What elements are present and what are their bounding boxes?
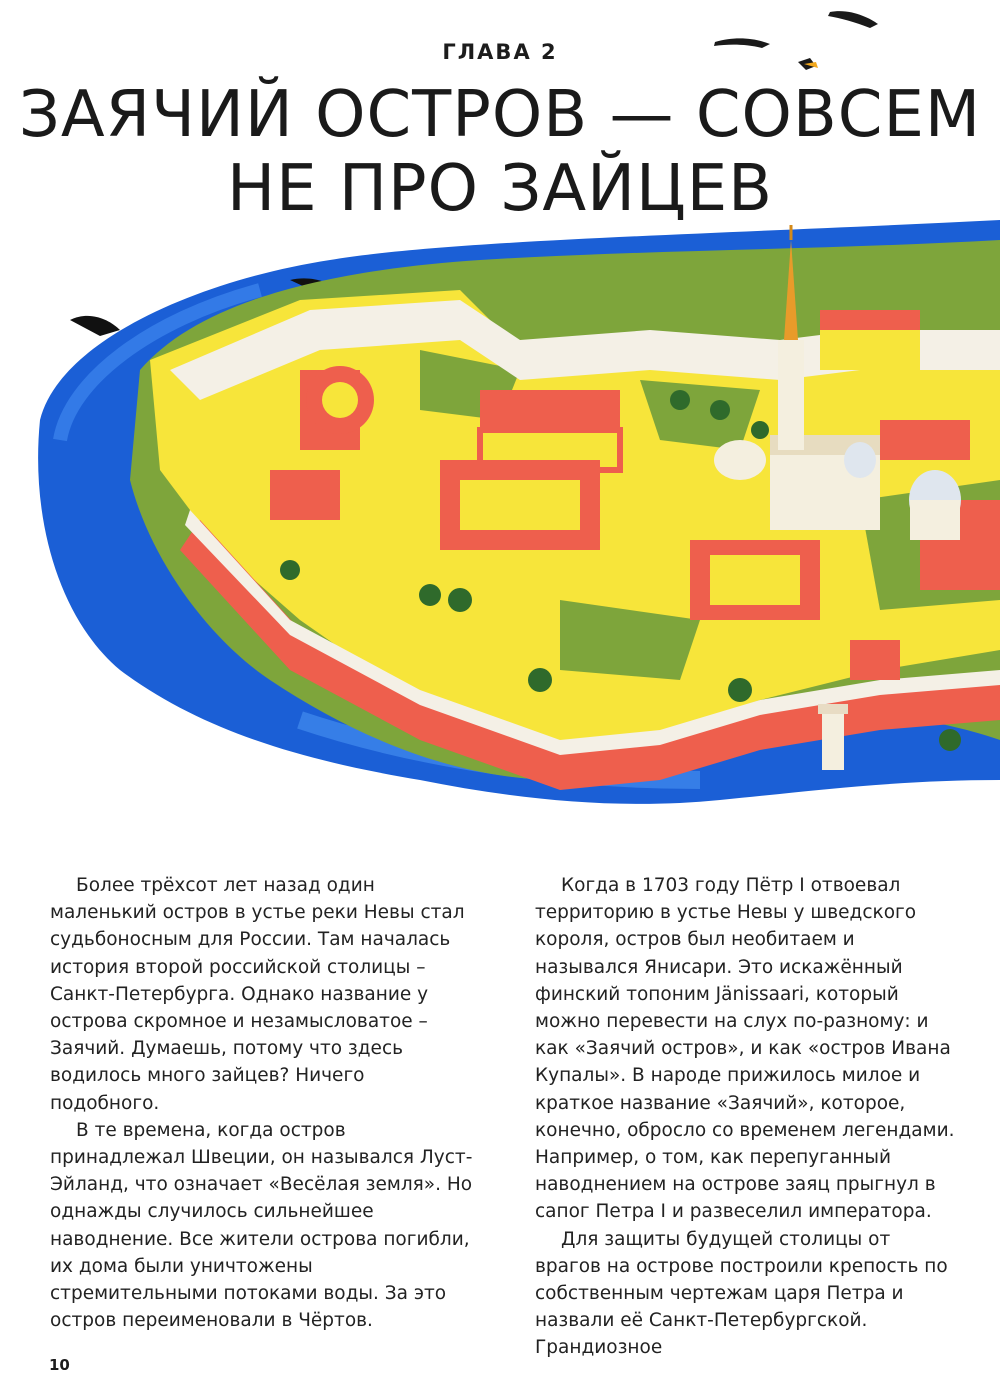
page-number: 10	[49, 1356, 70, 1374]
paragraph: В те времена, когда остров принадлежал Швеции, он назывался Луст-Эйланд, что означает «Весёлая земля». Но однажды случилось сильнейшее наводнение. Все жители острова погибли, их дома были уничтожены стремительными потоками воды. За это остров переименовали в Чёртов.	[50, 1119, 473, 1332]
text-column-right	[535, 872, 960, 1362]
text-column-left	[50, 872, 475, 1334]
bird-strokes-illustration	[700, 0, 1000, 90]
title-line-2: НЕ ПРО ЗАЙЦЕВ	[226, 152, 774, 226]
fortress-illustration	[0, 220, 1000, 820]
paragraph: Когда в 1703 году Пётр I отвоевал территорию в устье Невы у шведского короля, остров был необитаем и назывался Янисари. Это искажённый финский топоним Jänissaari, который можно перевести на слух по-разному: и как «Заячий остров», и как «остров Ивана Купалы». В народе прижилось милое и краткое название «Заячий», которое, конечно, обросло со временем легендами. Например, о том, как перепуганный наводнением на острове заяц прыгнул в сапог Петра I и развеселил императора.	[535, 875, 955, 1223]
title-line-1: ЗАЯЧИЙ ОСТРОВ — СОВСЕМ	[18, 78, 982, 152]
paragraph: Более трёхсот лет назад один маленький остров в устье реки Невы стал судьбоносным для России. Там началась история второй российской столицы – Санкт-Петербурга. Однако название у острова скромное и незамысловатое – Заячий. Думаешь, потому что здесь водилось много зайцев? Ничего подобного.	[50, 875, 465, 1114]
page-title	[0, 78, 1000, 226]
chapter-label: ГЛАВА 2	[442, 40, 558, 64]
paragraph: Для защиты будущей столицы от врагов на острове построили крепость по собственным чертежам царя Петра и назвали её Санкт-Петербургской. Грандиозное	[535, 1228, 948, 1359]
